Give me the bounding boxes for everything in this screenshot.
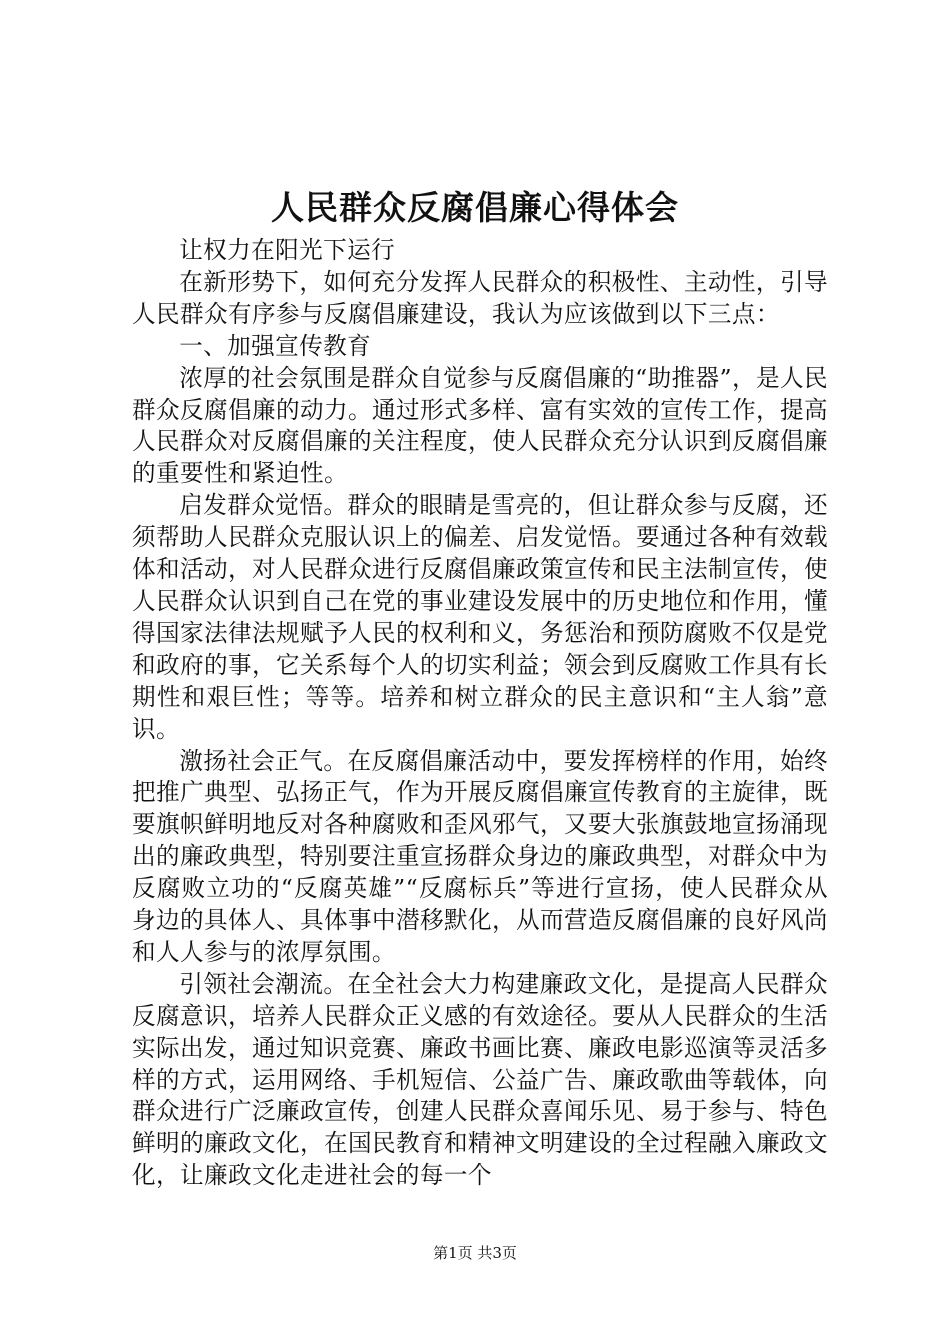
document-body: [132, 235, 828, 1192]
page-footer: 第1页 共3页: [433, 1244, 517, 1262]
paragraph: 引领社会潮流。在全社会大力构建廉政文化，是提高人民群众反腐意识，培养人民群众正义感的有效途径。要从人民群众的生活实际出发，通过知识竞赛、廉政书画比赛、廉政电影巡演等灵活多样的方式，运用网络、手机短信、公益广告、廉政歌曲等载体，向群众进行广泛廉政宣传，创建人民群众喜闻乐见、易于参与、特色鲜明的廉政文化，在国民教育和精神文明建设的全过程融入廉政文化，让廉政文化走进社会的每一个: [132, 969, 828, 1190]
paragraph-subtitle: 让权力在阳光下运行: [179, 236, 396, 264]
section-heading: 一、加强宣传教育: [179, 331, 372, 360]
paragraph: 激扬社会正气。在反腐倡廉活动中，要发挥榜样的作用，始终把推广典型、弘扬正气，作为开展反腐倡廉宣传教育的主旋律，既要旗帜鲜明地反对各种腐败和歪风邪气，又要大张旗鼓地宣扬涌现出的廉政典型，特别要注重宣扬群众身边的廉政典型，对群众中为反腐败立功的“反腐英雄”“反腐标兵”等进行宣扬，使人民群众从身边的具体人、具体事中潜移默化，从而营造反腐倡廉的良好风尚和人人参与的浓厚氛围。: [132, 746, 828, 966]
paragraph-intro: 在新形势下，如何充分发挥人民群众的积极性、主动性，引导人民群众有序参与反腐倡廉建设，我认为应该做到以下三点：: [132, 267, 828, 328]
paragraph: 启发群众觉悟。群众的眼睛是雪亮的，但让群众参与反腐，还须帮助人民群众克服认识上的偏差、启发觉悟。要通过各种有效载体和活动，对人民群众进行反腐倡廉政策宣传和民主法制宣传，使人民群众认识到自己在党的事业建设发展中的历史地位和作用，懂得国家法律法规赋予人民的权利和义，务惩治和预防腐败不仅是党和政府的事，它关系每个人的切实利益；领会到反腐败工作具有长期性和艰巨性；等等。培养和树立群众的民主意识和“主人翁”意识。: [132, 491, 828, 743]
document-title: 人民群众反腐倡廉心得体会: [271, 188, 679, 227]
paragraph: 浓厚的社会氛围是群众自觉参与反腐倡廉的“助推器”，是人民群众反腐倡廉的动力。通过形式多样、富有实效的宣传工作，提高人民群众对反腐倡廉的关注程度，使人民群众充分认识到反腐倡廉的重要性和紧迫性。: [132, 363, 828, 488]
